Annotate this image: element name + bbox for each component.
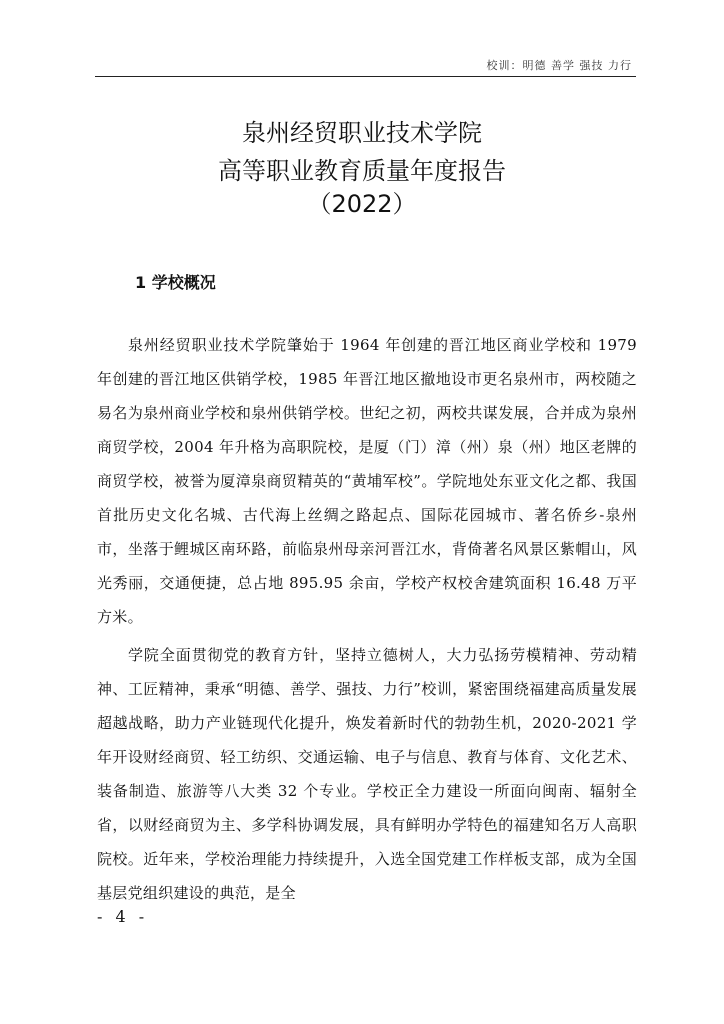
report-title-main: 高等职业教育质量年度报告 — [218, 157, 506, 185]
header-motto: 校训：明德 善学 强技 力行 — [486, 59, 632, 72]
header-divider — [95, 76, 636, 77]
report-title-year: （2022） — [307, 190, 417, 218]
body-paragraph: 泉州经贸职业技术学院肇始于 1964 年创建的晋江地区商业学校和 1979 年创建的晋江地区供销学校，1985 年晋江地区撤地设市更名泉州市，两校随之易名为泉州商业学校和泉州供销学校。世纪之初，两校共谋发展，合并成为泉州商贸学校，2004 年升格为高职院校，是厦（门）漳（州）泉（州）地区老牌的商贸学校，被誉为厦漳泉商贸精英的“黄埔军校”。学院地处东亚文化之都、我国首批历史文化名城、古代海上丝绸之路起点、国际花园城市、著名侨乡-泉州市，坐落于鲤城区南环路，前临泉州母亲河晋江水，背倚著名风景区紫帽山，风光秀丽，交通便捷，总占地 895.95 余亩，学校产权校舍建筑面积 16.48 万平方米。 — [97, 336, 637, 626]
body-paragraph: 学院全面贯彻党的教育方针，坚持立德树人，大力弘扬劳模精神、劳动精神、工匠精神，秉承“明德、善学、强技、力行”校训，紧密围绕福建高质量发展超越战略，助力产业链现代化提升，焕发着新时代的勃勃生机，2020-2021 学年开设财经商贸、轻工纺织、交通运输、电子与信息、教育与体育、文化艺术、装备制造、旅游等八大类 32 个专业。学校正全力建设一所面向闽南、辐射全省，以财经商贸为主、多学科协调发展，具有鲜明办学特色的福建知名万人高职院校。近年来，学校治理能力持续提升，入选全国党建工作样板支部，成为全国基层党组织建设的典范，是全 — [97, 646, 637, 902]
report-title-institution: 泉州经贸职业技术学院 — [242, 119, 482, 147]
page-number: - 4 - — [97, 907, 149, 926]
section-heading: 1 学校概况 — [135, 273, 216, 292]
